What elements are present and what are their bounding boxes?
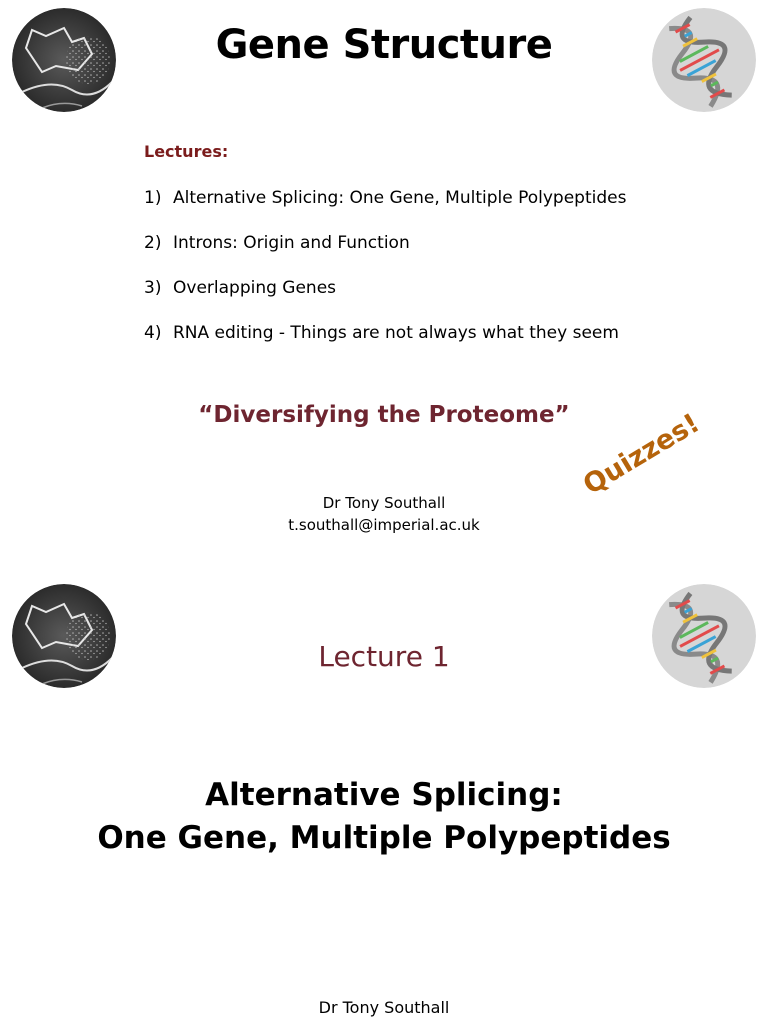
- author-email: t.southall@imperial.ac.uk: [288, 516, 480, 534]
- lecture-number: Lecture 1: [318, 640, 450, 673]
- list-item-number: 4): [144, 323, 162, 343]
- quizzes-label: Quizzes!: [578, 407, 706, 501]
- list-item-text: RNA editing - Things are not always what they seem: [173, 323, 619, 343]
- list-item: [144, 276, 704, 321]
- tagline: “Diversifying the Proteome”: [198, 402, 570, 428]
- list-item-text: Introns: Origin and Function: [173, 233, 410, 253]
- slide-2: [0, 560, 768, 1024]
- list-item-number: 1): [144, 188, 162, 208]
- lecture-title-line-2: One Gene, Multiple Polypeptides: [97, 820, 671, 856]
- list-item: [144, 321, 704, 366]
- lectures-label: Lectures:: [144, 142, 229, 161]
- author-block: [234, 492, 534, 536]
- list-item: [144, 231, 704, 276]
- list-item-text: Overlapping Genes: [173, 278, 337, 298]
- list-item-text: Alternative Splicing: One Gene, Multiple Polypeptides: [173, 188, 627, 208]
- page-title: Gene Structure: [215, 22, 553, 68]
- list-item: [144, 186, 704, 231]
- author-name: Dr Tony Southall: [318, 998, 450, 1017]
- lecture-title-line-1: Alternative Splicing:: [205, 777, 563, 813]
- lecture-title: [0, 774, 768, 860]
- list-item-number: 3): [144, 278, 162, 298]
- author-name: Dr Tony Southall: [322, 494, 446, 512]
- list-item-number: 2): [144, 233, 162, 253]
- lecture-list: [144, 186, 704, 366]
